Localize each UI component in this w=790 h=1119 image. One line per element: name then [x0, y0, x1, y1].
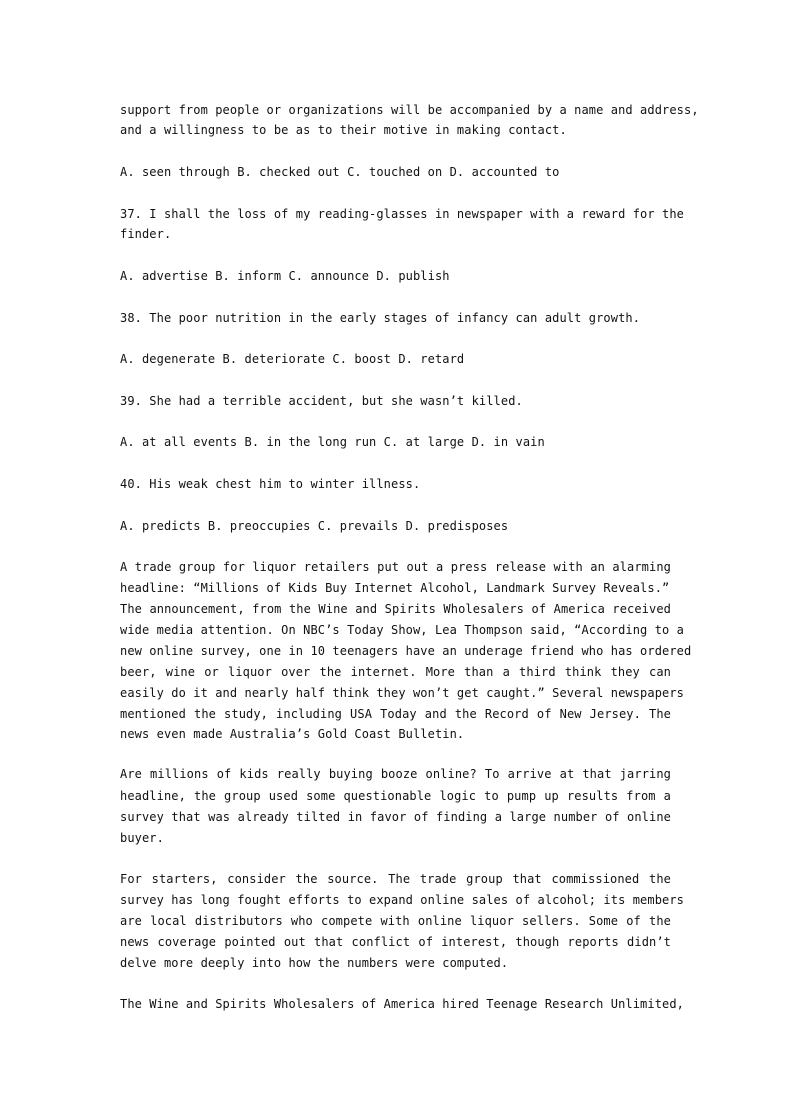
text-line: finder.	[120, 227, 172, 241]
paragraph-line: new online survey, one in 10 teenagers have an underage friend who has ordered	[120, 644, 692, 658]
paragraph-line: wide media attention. On NBC’s Today Show, Lea Thompson said, “According to a	[120, 623, 684, 637]
text-line: and a willingness to be as to their motive in making contact.	[120, 123, 567, 137]
question-37: 37. I shall the loss of my reading-glasses in newspaper with a reward for the	[120, 207, 684, 221]
paragraph-line: headline: “Millions of Kids Buy Internet Alcohol, Landmark Survey Reveals.”	[120, 581, 670, 595]
paragraph-line: mentioned the study, including USA Today and the Record of New Jersey. The	[120, 707, 671, 721]
paragraph-line: survey that was already tilted in favor of finding a large number of online	[120, 810, 671, 824]
paragraph-line: survey has long fought efforts to expand online sales of alcohol; its members	[120, 893, 684, 907]
paragraph-line: The announcement, from the Wine and Spirits Wholesalers of America received	[120, 602, 671, 616]
paragraph-line: easily do it and nearly half think they won’t get caught.” Several newspapers	[120, 686, 684, 700]
paragraph-line: news even made Australia’s Gold Coast Bulletin.	[120, 727, 465, 741]
paragraph-line: delve more deeply into how the numbers were computed.	[120, 956, 509, 970]
paragraph-line: headline, the group used some questionable logic to pump up results from a	[120, 789, 671, 803]
question-40: 40. His weak chest him to winter illness.	[120, 477, 421, 491]
question-39: 39. She had a terrible accident, but she wasn’t killed.	[120, 394, 523, 408]
paragraph-line: are local distributors who compete with online liquor sellers. Some of the	[120, 914, 671, 928]
paragraph-line: Are millions of kids really buying booze online? To arrive at that jarring	[120, 767, 671, 781]
paragraph-line: news coverage pointed out that conflict of interest, though reports didn’t	[120, 935, 671, 949]
paragraph-line: A trade group for liquor retailers put out a press release with an alarming	[120, 560, 671, 574]
paragraph-line: The Wine and Spirits Wholesalers of America hired Teenage Research Unlimited,	[120, 997, 684, 1011]
text-line: support from people or organizations will be accompanied by a name and address,	[120, 103, 699, 117]
paragraph-line: For starters, consider the source. The trade group that commissioned the	[120, 872, 671, 886]
paragraph-line: buyer.	[120, 831, 164, 845]
answer-options: A. predicts B. preoccupies C. prevails D. predisposes	[120, 519, 509, 533]
answer-options: A. at all events B. in the long run C. at large D. in vain	[120, 435, 545, 449]
answer-options: A. seen through B. checked out C. touched on D. accounted to	[120, 165, 560, 179]
answer-options: A. advertise B. inform C. announce D. publish	[120, 269, 450, 283]
question-38: 38. The poor nutrition in the early stages of infancy can adult growth.	[120, 311, 641, 325]
answer-options: A. degenerate B. deteriorate C. boost D. retard	[120, 352, 465, 366]
paragraph-line: beer, wine or liquor over the internet. More than a third think they can	[120, 665, 671, 679]
